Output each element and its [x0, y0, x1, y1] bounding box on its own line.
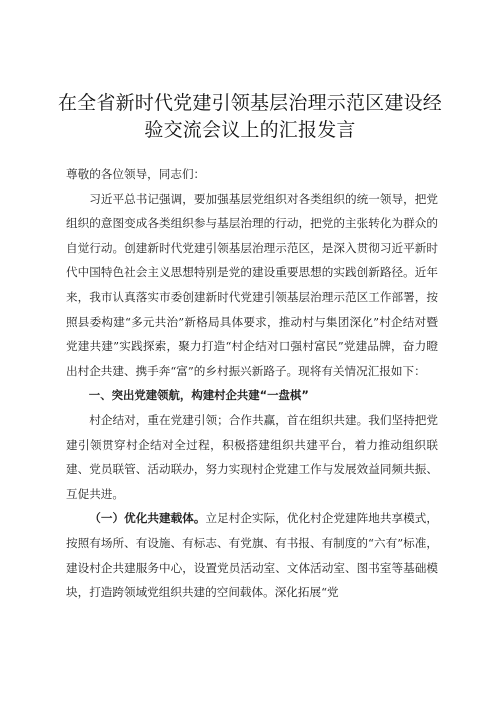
document-title: [40, 90, 460, 144]
salutation: 尊敬的各位领导，同志们：: [66, 167, 206, 181]
subsection-1-text: 立足村企实际，优化村企党建阵地共享模式，按照有场所、有设施、有标志、有党旗、有书报、有制度的“六有”标准，建设村企共建服务中心，设置党员活动室、文体活动室、图书室等基础模块，打造跨领域党组织共建的空间载体。深化拓展“党: [66, 511, 438, 600]
section-1-paragraph: 村企结对，重在党建引领；合作共赢，首在组织共建。我们坚持把党建引领贯穿村企结对全过程，积极搭建组织共建平台，着力推动组织联建、党员联管、活动联办，努力实现村企党建工作与发展效益同频共振、互促共进。: [66, 412, 438, 501]
subsection-1-label: （一）优化共建载体。: [89, 511, 206, 526]
section-heading-1: 一、突出党建领航，构建村企共建“一盘棋”: [88, 388, 309, 403]
intro-paragraph: 习近平总书记强调，要加强基层党组织对各类组织的统一领导，把党组织的意图变成各类组织参与基层治理的行动，把党的主张转化为群众的自觉行动。创建新时代党建引领基层治理示范区，是深入贯彻习近平新时代中国特色社会主义思想特别是党的建设重要思想的实践创新路径。近年来，我市认真落实市委创建新时代党建引领基层治理示范区工作部署，按照县委构建“多元共治”新格局具体要求，推动村与集团深化”村企结对暨党建共建”实践探索，聚力打造“村企结对口强村富民”党建品牌，奋力瞪出村企共建、携手奔“富”的乡村振兴新路子。现将有关情况汇报如下：: [66, 191, 438, 378]
title-line-2: 验交流会议上的汇报发言: [144, 119, 356, 141]
subsection-1-paragraph: [66, 506, 438, 604]
document-body: [66, 162, 438, 605]
title-line-1: 在全省新时代党建引领基层治理示范区建设经: [57, 92, 442, 114]
